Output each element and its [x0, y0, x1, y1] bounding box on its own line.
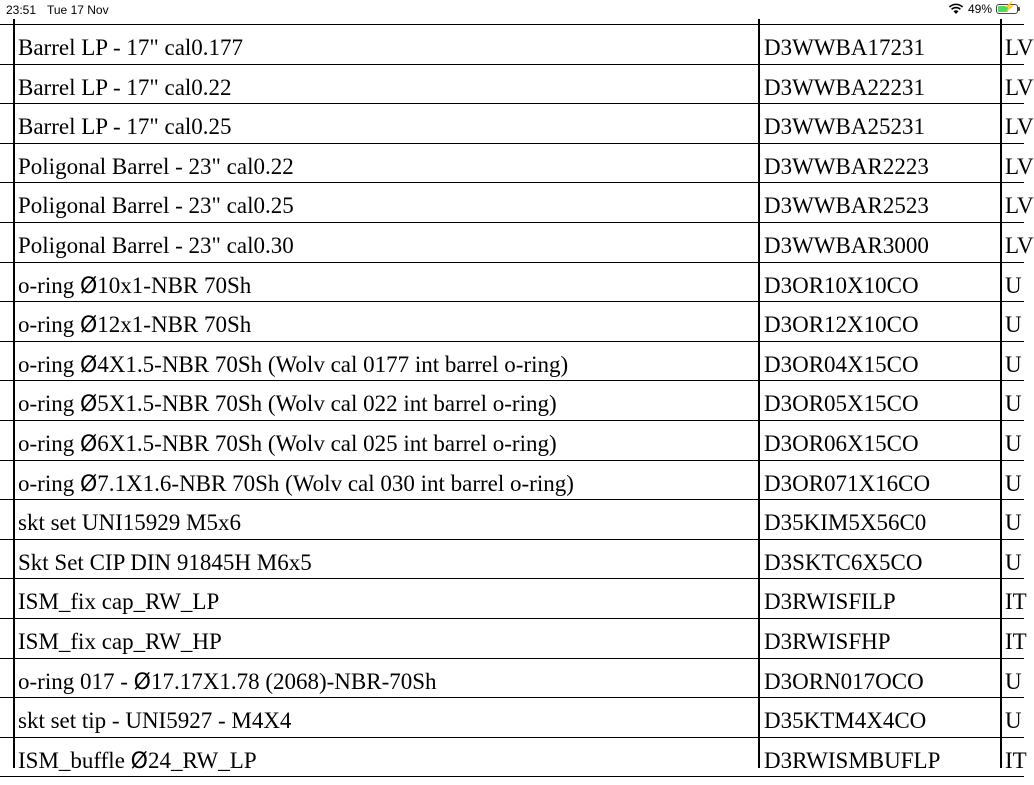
- status-date: Tue 17 Nov: [47, 3, 109, 17]
- extra-cell[interactable]: U: [1005, 351, 1022, 377]
- description-prefix: o-ring: [18, 351, 80, 377]
- table-row[interactable]: [0, 500, 1024, 540]
- extra-cell[interactable]: U: [1005, 470, 1022, 496]
- table-row[interactable]: [0, 619, 1027, 659]
- table-row[interactable]: [0, 659, 1024, 699]
- code-cell[interactable]: D3OR04X15CO: [764, 351, 919, 377]
- description-cell[interactable]: Poligonal Barrel - 23" cal0.30: [18, 233, 294, 258]
- extra-cell[interactable]: LV: [1005, 114, 1034, 140]
- code-cell[interactable]: D3RWISFILP: [764, 589, 896, 615]
- description-prefix: o-ring: [18, 391, 80, 417]
- status-time: 23:51: [6, 3, 37, 17]
- description-suffix: 6X1.5-NBR 70Sh (Wolv cal 025 int barrel o-ring): [97, 431, 557, 456]
- code-cell[interactable]: D3WWBAR3000: [764, 233, 929, 258]
- description-cell[interactable]: [18, 381, 758, 420]
- description-cell[interactable]: [18, 263, 758, 302]
- description-cell[interactable]: skt set tip - UNI5927 - M4X4: [18, 708, 292, 734]
- table-row[interactable]: [0, 698, 1024, 738]
- description-prefix: o-ring: [18, 272, 80, 298]
- description-cell[interactable]: [18, 461, 758, 500]
- code-cell[interactable]: D3SKTC6X5CO: [764, 549, 923, 575]
- table-row[interactable]: [0, 461, 1024, 501]
- diameter-symbol: Ø: [133, 669, 151, 695]
- battery-percent: 49%: [967, 2, 992, 16]
- description-suffix: 5X1.5-NBR 70Sh (Wolv cal 022 int barrel o-ring): [97, 391, 557, 417]
- diameter-symbol: Ø: [79, 352, 98, 378]
- code-cell[interactable]: D3OR071X16CO: [764, 470, 931, 496]
- extra-cell[interactable]: U: [1005, 431, 1022, 456]
- table-row[interactable]: [0, 342, 1024, 382]
- extra-cell[interactable]: U: [1005, 708, 1022, 734]
- description-cell[interactable]: [18, 302, 758, 341]
- description-prefix: ISM_buffle: [18, 747, 131, 773]
- table-row[interactable]: [0, 183, 1034, 223]
- table-row[interactable]: [0, 302, 1024, 342]
- description-cell[interactable]: Skt Set CIP DIN 91845H M6x5: [18, 549, 312, 575]
- description-suffix: 17.17X1.78 (2068)-NBR-70Sh: [150, 668, 437, 694]
- table-row[interactable]: [0, 223, 1034, 263]
- extra-cell[interactable]: IT: [1005, 589, 1027, 615]
- description-cell[interactable]: [18, 342, 758, 381]
- code-cell[interactable]: D3OR05X15CO: [764, 391, 919, 417]
- description-suffix: 4X1.5-NBR 70Sh (Wolv cal 0177 int barrel o-ring): [97, 351, 569, 377]
- description-suffix: 24_RW_LP: [147, 747, 257, 773]
- extra-cell[interactable]: LV: [1005, 35, 1034, 60]
- table-row[interactable]: [0, 540, 1024, 580]
- diameter-symbol: Ø: [79, 392, 98, 418]
- extra-cell[interactable]: LV: [1005, 74, 1034, 100]
- diameter-symbol: Ø: [79, 273, 98, 299]
- code-cell[interactable]: D35KIM5X56C0: [764, 510, 927, 536]
- description-prefix: o-ring: [18, 312, 80, 338]
- status-bar: [0, 0, 1024, 19]
- table-row[interactable]: [0, 144, 1034, 184]
- extra-cell[interactable]: IT: [1005, 747, 1027, 773]
- diameter-symbol: Ø: [79, 313, 98, 339]
- extra-cell[interactable]: U: [1005, 549, 1022, 575]
- code-cell[interactable]: D3WWBAR2223: [764, 153, 929, 179]
- description-cell[interactable]: Barrel LP - 17" cal0.25: [18, 114, 232, 140]
- description-cell[interactable]: [18, 738, 758, 777]
- description-prefix: o-ring 017 -: [18, 668, 134, 694]
- extra-cell[interactable]: LV: [1005, 193, 1034, 219]
- table-row[interactable]: [0, 738, 1027, 778]
- description-prefix: o-ring: [18, 470, 80, 496]
- table-row[interactable]: [0, 25, 1034, 65]
- description-cell[interactable]: Poligonal Barrel - 23" cal0.22: [18, 153, 294, 179]
- description-cell[interactable]: [18, 421, 758, 460]
- diameter-symbol: Ø: [79, 471, 98, 497]
- code-cell[interactable]: D3OR10X10CO: [764, 272, 919, 298]
- extra-cell[interactable]: LV: [1005, 233, 1034, 258]
- table-row[interactable]: [0, 65, 1034, 105]
- table-row[interactable]: [0, 104, 1034, 144]
- code-cell[interactable]: D3RWISFHP: [764, 629, 891, 654]
- code-cell[interactable]: D3WWBA22231: [764, 74, 925, 100]
- description-cell[interactable]: skt set UNI15929 M5x6: [18, 510, 241, 536]
- code-cell[interactable]: D3OR12X10CO: [764, 312, 919, 338]
- table-row[interactable]: [0, 579, 1027, 619]
- description-suffix: 10x1-NBR 70Sh: [97, 272, 252, 298]
- description-cell[interactable]: ISM_fix cap_RW_LP: [18, 589, 220, 615]
- code-cell[interactable]: D35KTM4X4CO: [764, 708, 927, 734]
- description-cell[interactable]: Poligonal Barrel - 23" cal0.25: [18, 193, 294, 219]
- table-row[interactable]: [0, 421, 1024, 461]
- code-cell[interactable]: D3OR06X15CO: [764, 431, 919, 456]
- description-cell[interactable]: Barrel LP - 17" cal0.177: [18, 35, 244, 60]
- extra-cell[interactable]: U: [1005, 391, 1022, 417]
- description-suffix: 12x1-NBR 70Sh: [97, 312, 252, 338]
- description-cell[interactable]: ISM_fix cap_RW_HP: [18, 629, 222, 654]
- table-row[interactable]: [0, 263, 1024, 303]
- code-cell[interactable]: D3WWBA17231: [764, 35, 925, 60]
- extra-cell[interactable]: U: [1005, 312, 1022, 338]
- status-right: [948, 2, 1018, 16]
- code-cell[interactable]: D3ORN017OCO: [764, 668, 924, 694]
- code-cell[interactable]: D3RWISMBUFLP: [764, 747, 941, 773]
- extra-cell[interactable]: U: [1005, 272, 1022, 298]
- description-cell[interactable]: [18, 659, 758, 698]
- extra-cell[interactable]: IT: [1005, 629, 1027, 654]
- diameter-symbol: Ø: [79, 432, 98, 457]
- code-cell[interactable]: D3WWBA25231: [764, 114, 925, 140]
- description-suffix: 7.1X1.6-NBR 70Sh (Wolv cal 030 int barrel o-ring): [97, 470, 574, 496]
- battery-icon: ⚡: [996, 4, 1018, 14]
- diameter-symbol: Ø: [130, 748, 148, 774]
- extra-cell[interactable]: U: [1005, 668, 1022, 694]
- description-cell[interactable]: Barrel LP - 17" cal0.22: [18, 74, 232, 100]
- code-cell[interactable]: D3WWBAR2523: [764, 193, 929, 219]
- description-prefix: o-ring: [18, 431, 80, 456]
- table-row[interactable]: [0, 381, 1024, 421]
- wifi-icon: [948, 3, 964, 15]
- extra-cell[interactable]: LV: [1005, 153, 1034, 179]
- extra-cell[interactable]: U: [1005, 510, 1022, 536]
